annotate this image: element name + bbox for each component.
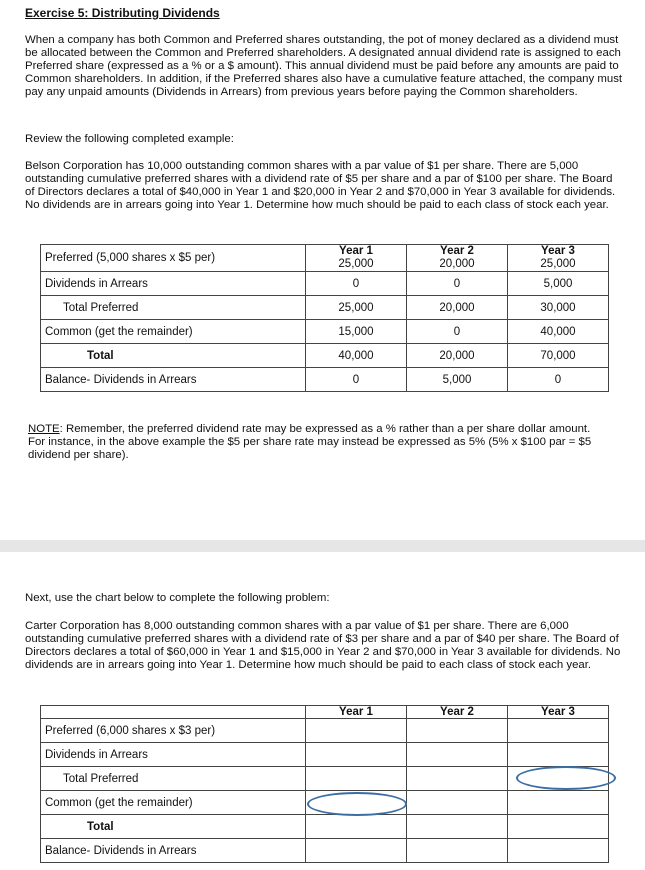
table-cell: 5,000 [407, 368, 508, 392]
table-row [41, 368, 609, 392]
table-cell: 15,000 [306, 320, 407, 344]
table-cell: Dividends in Arrears [41, 743, 306, 767]
table-row [41, 296, 609, 320]
table-cell: 0 [407, 272, 508, 296]
table-cell [306, 245, 407, 272]
carter-paragraph: Carter Corporation has 8,000 outstanding common shares with a par value of $1 per share. There are 6,000 outstanding cumulative preferred shares with a dividend rate of $3 per share and a par of $40 per share. The Board of Directors declares a total of $60,000 in Year 1 and $15,000 in Year 2 and $70,000 in Year 3 available for dividends. No dividends are in arrears going into Year 1. Determine how much should be paid to each class of stock each year. [25, 620, 621, 671]
review-paragraph: Review the following completed example: [25, 133, 234, 145]
table-cell: Common (get the remainder) [41, 320, 306, 344]
answer-cell[interactable] [407, 839, 508, 863]
year-header: Year 1 [339, 245, 373, 257]
cell-value: 25,000 [338, 258, 374, 270]
table-cell: 20,000 [407, 344, 508, 368]
table-cell: Total [41, 344, 306, 368]
exercise-title: Exercise 5: Distributing Dividends [25, 6, 220, 20]
page-two [0, 552, 645, 870]
answer-cell[interactable] [306, 815, 407, 839]
note-label: NOTE [28, 423, 60, 435]
next-paragraph: Next, use the chart below to complete the following problem: [25, 592, 330, 604]
year-header: Year 1 [306, 706, 407, 719]
table-cell: Preferred (6,000 shares x $3 per) [41, 719, 306, 743]
answer-cell[interactable] [407, 719, 508, 743]
example-table [40, 244, 609, 392]
table-cell: Balance- Dividends in Arrears [41, 839, 306, 863]
table-cell: 0 [407, 320, 508, 344]
table-cell: Total Preferred [41, 767, 306, 791]
table-row [41, 743, 609, 767]
table-cell [508, 245, 609, 272]
answer-cell[interactable] [306, 743, 407, 767]
table-cell: 40,000 [508, 320, 609, 344]
table-row [41, 272, 609, 296]
table-row [41, 320, 609, 344]
year-header: Year 2 [407, 706, 508, 719]
page-divider [0, 540, 645, 552]
answer-cell[interactable] [508, 839, 609, 863]
answer-cell[interactable] [407, 743, 508, 767]
answer-cell[interactable] [508, 791, 609, 815]
year-header: Year 3 [508, 706, 609, 719]
table-cell: 25,000 [306, 296, 407, 320]
table-cell: Total [41, 815, 306, 839]
answer-cell[interactable] [508, 719, 609, 743]
cell-value: 25,000 [540, 258, 576, 270]
table-row [41, 706, 609, 719]
highlight-oval-year3 [516, 766, 616, 790]
belson-paragraph: Belson Corporation has 10,000 outstanding common shares with a par value of $1 per share. There are 5,000 outstanding cumulative preferred shares with a dividend rate of $5 per share and a par of $100 per share. The Board of Directors declares a total of $40,000 in Year 1 and $20,000 in Year 2 and $70,000 in Year 3 available for dividends. No dividends are in arrears going into Year 1. Determine how much should be paid to each class of stock each year. [25, 160, 616, 211]
note-paragraph [28, 423, 608, 462]
table-cell: 40,000 [306, 344, 407, 368]
table-cell: Total Preferred [41, 296, 306, 320]
table-cell [41, 706, 306, 719]
year-header: Year 2 [440, 245, 474, 257]
highlight-oval-year1 [307, 792, 407, 816]
table-row [41, 815, 609, 839]
answer-cell[interactable] [306, 839, 407, 863]
table-row [41, 719, 609, 743]
answer-cell[interactable] [407, 815, 508, 839]
cell-value: 20,000 [439, 258, 475, 270]
year-header: Year 3 [541, 245, 575, 257]
table-cell: 5,000 [508, 272, 609, 296]
table-cell: Dividends in Arrears [41, 272, 306, 296]
table-row [41, 839, 609, 863]
answer-cell[interactable] [306, 719, 407, 743]
answer-cell[interactable] [407, 767, 508, 791]
table-cell: 0 [508, 368, 609, 392]
answer-cell[interactable] [508, 743, 609, 767]
table-row [41, 245, 609, 272]
table-cell: Preferred (5,000 shares x $5 per) [41, 245, 306, 272]
table-cell: Common (get the remainder) [41, 791, 306, 815]
intro-paragraph: When a company has both Common and Preferred shares outstanding, the pot of money declared as a dividend must be allocated between the Common and Preferred shareholders. A designated annual dividend rate is assigned to each Preferred share (expressed as a % or a $ amount). This annual dividend must be paid before any amounts are paid to Common shareholders. In addition, if the Preferred shares also have a cumulative feature attached, the company must pay any unpaid amounts (Dividends in Arrears) from previous years before paying the Common shareholders. [25, 34, 623, 98]
answer-cell[interactable] [306, 767, 407, 791]
table-cell: 30,000 [508, 296, 609, 320]
table-row [41, 344, 609, 368]
table-cell [407, 245, 508, 272]
table-cell: 0 [306, 368, 407, 392]
table-cell: 0 [306, 272, 407, 296]
table-cell: 70,000 [508, 344, 609, 368]
answer-cell[interactable] [508, 815, 609, 839]
note-text: : Remember, the preferred dividend rate may be expressed as a % rather than a per share dollar amount. For instance, in the above example the $5 per share rate may instead be expressed as 5% (5% x $100 par = $5 dividend per share). [28, 423, 592, 461]
table-cell: 20,000 [407, 296, 508, 320]
answer-cell[interactable] [407, 791, 508, 815]
table-cell: Balance- Dividends in Arrears [41, 368, 306, 392]
